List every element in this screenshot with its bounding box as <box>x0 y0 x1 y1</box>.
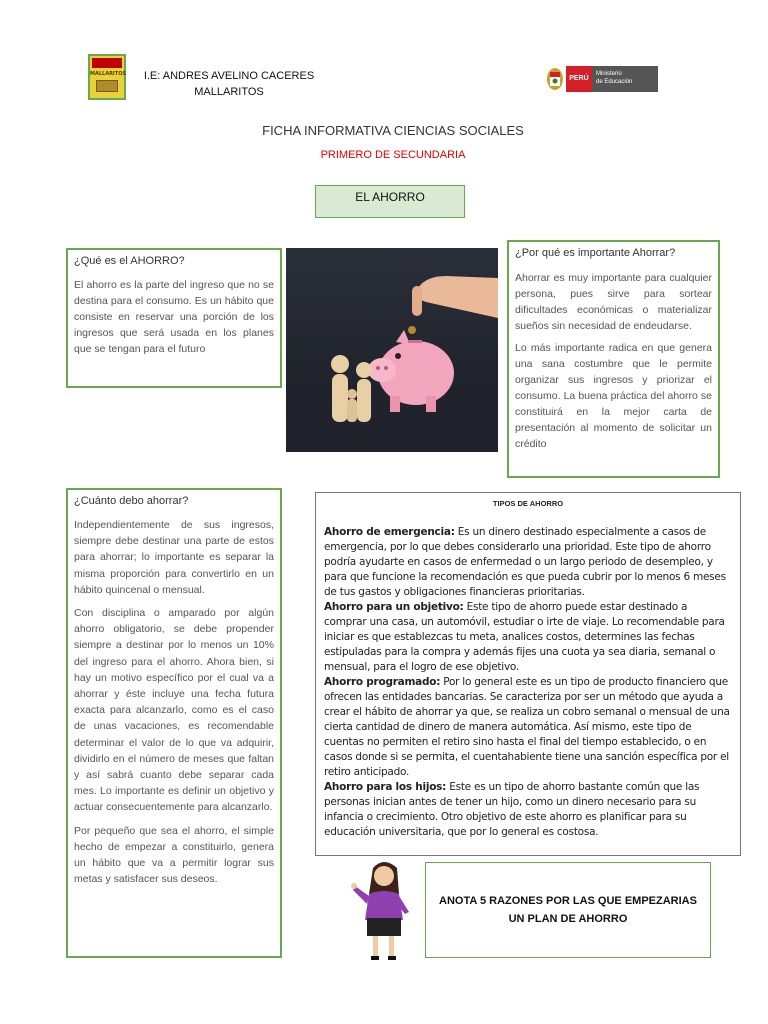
tipo-label: Ahorro programado: <box>324 676 441 688</box>
page-subtitle: PRIMERO DE SECUNDARIA <box>320 149 466 161</box>
tipo-text: Es un dinero destinado especialmente a casos de emergencia, por lo que debes considerarlo una prioridad. Este tipo de ahorro podría ayudarte en casos de enfermedad o un largo periodo de desempleo, y para que funcione la recomendación es que pueda cubrir por lo menos 6 meses de tus gastos y obligaciones financieras prioritarias. <box>324 526 726 598</box>
ministry-name-line2: de Educación <box>596 79 633 85</box>
ministry-peru-label: PERÚ <box>566 66 592 92</box>
piggy-bank-illustration <box>286 248 498 452</box>
logo-band <box>92 58 122 68</box>
teacher-illustration <box>345 858 423 962</box>
school-logo <box>88 54 126 100</box>
que-es-heading: ¿Qué es el AHORRO? <box>74 255 185 267</box>
tipo-label: Ahorro para los hijos: <box>324 781 447 793</box>
logo-building <box>96 80 118 92</box>
que-es-text: El ahorro es la parte del ingreso que no se destina para el consumo. Es un hábito que consiste en reservar una porción de los ingresos que será usada en los planes que se tengan para el futuro <box>74 279 274 355</box>
topic-box: EL AHORRO <box>315 185 465 218</box>
tipos-heading: TIPOS DE AHORRO <box>492 499 564 508</box>
por-que-heading: ¿Por qué es importante Ahorrar? <box>515 247 676 259</box>
school-name <box>130 68 328 100</box>
cuanto-heading: ¿Cuánto debo ahorrar? <box>74 495 189 507</box>
tipo-text: Por lo general este es un tipo de producto financiero que ofrecen las entidades bancarias. Se caracteriza por ser un método que ayuda a crear el hábito de ahorrar ya que, se realiza un cobro semanal o mensual de una cierta cantidad de dinero de manera automática. Así mismo, este tipo de cuentas no permiten el retiro sino hasta el final del tiempo establecido, o en casos donde si se permita, el cuentahabiente tiene una sanción específica por el retiro anticipado. <box>324 676 730 778</box>
cuanto-text-1: Independientemente de sus ingresos, siempre debe destinar una parte de estos para ahorrar; lo importante es separar la misma proporción para convertirlo en un hábito quincenal o mensual. <box>74 519 274 596</box>
cuanto-box <box>66 488 282 958</box>
tipo-item <box>324 601 725 673</box>
tipo-label: Ahorro para un objetivo: <box>324 601 464 613</box>
ministry-name <box>592 66 658 92</box>
ministry-logo <box>546 64 658 94</box>
shield-icon <box>546 66 564 92</box>
tipo-text: Este es un tipo de ahorro bastante común que las personas inician antes de tener un hijo, como un dinero necesario para su infancia o crecimiento. Otro objetivo de este ahorro es planificar para su educación universitaria, que por lo general es costosa. <box>324 781 700 838</box>
tipo-item <box>324 781 699 838</box>
school-name-line1: I.E: ANDRES AVELINO CACERES <box>143 70 315 82</box>
ministry-name-line1: Ministerio <box>596 71 622 77</box>
tipo-item <box>324 676 730 778</box>
anota-box: ANOTA 5 RAZONES POR LAS QUE EMPEZARIAS UN PLAN DE AHORRO <box>425 862 711 958</box>
cuanto-text-2: Con disciplina o amparado por algún ahorro obligatorio, se debe propender siempre a destinar por lo menos un 10% del ingreso para el ahorro. Ahora bien, si hay un motivo específico por el cual va a ahorrar y éste incluye una fecha futura exacta para alcanzarlo, como es el caso de unas vacaciones, es recomendable determinar el valor de lo que va adquirir, dividirlo en el número de meses que faltan y así sabrá cuanto debe separar cada mes. Lo importante es definir un objetivo y actuar consecuentemente para alcanzarlo. <box>74 607 274 814</box>
piggy-bank-photo <box>286 248 498 452</box>
cuanto-text-3: Por pequeño que sea el ahorro, el simple hecho de empezar a constituirlo, genera un hábito que va a permitir lograr sus metas y satisfacer sus deseos. <box>74 824 274 886</box>
por-que-text-1: Ahorrar es muy importante para cualquier persona, pues sirve para sortear dificultades económicas o materializar sueños sin necesidad de endeudarse. <box>515 272 712 332</box>
por-que-box <box>507 240 720 478</box>
tipo-label: Ahorro de emergencia: <box>324 526 455 538</box>
por-que-text-2: Lo más importante radica en que genera una sana costumbre que le permite organizar sus ingresos y priorizar el consumo. La buena práctica del ahorro se constituirá en la mejor carta de presentación al momento de solicitar un crédito <box>515 342 712 450</box>
que-es-box <box>66 248 282 388</box>
school-name-line2: MALLARITOS <box>194 86 264 98</box>
page-title: FICHA INFORMATIVA CIENCIAS SOCIALES <box>262 123 524 138</box>
tipo-text: Este tipo de ahorro puede estar destinado a comprar una casa, un automóvil, estudiar o irte de viaje. Lo recomendable para iniciar es que establezcas tu meta, analices costos, determines las fechas estipuladas para la compra y además fijes una cuota ya sea diaria, semanal o mensual, para el logro de ese objetivo. <box>324 601 725 673</box>
tipos-body <box>324 525 732 840</box>
tipos-box <box>315 492 741 856</box>
logo-text: MALLARITOS <box>90 71 127 77</box>
tipo-item <box>324 526 726 598</box>
